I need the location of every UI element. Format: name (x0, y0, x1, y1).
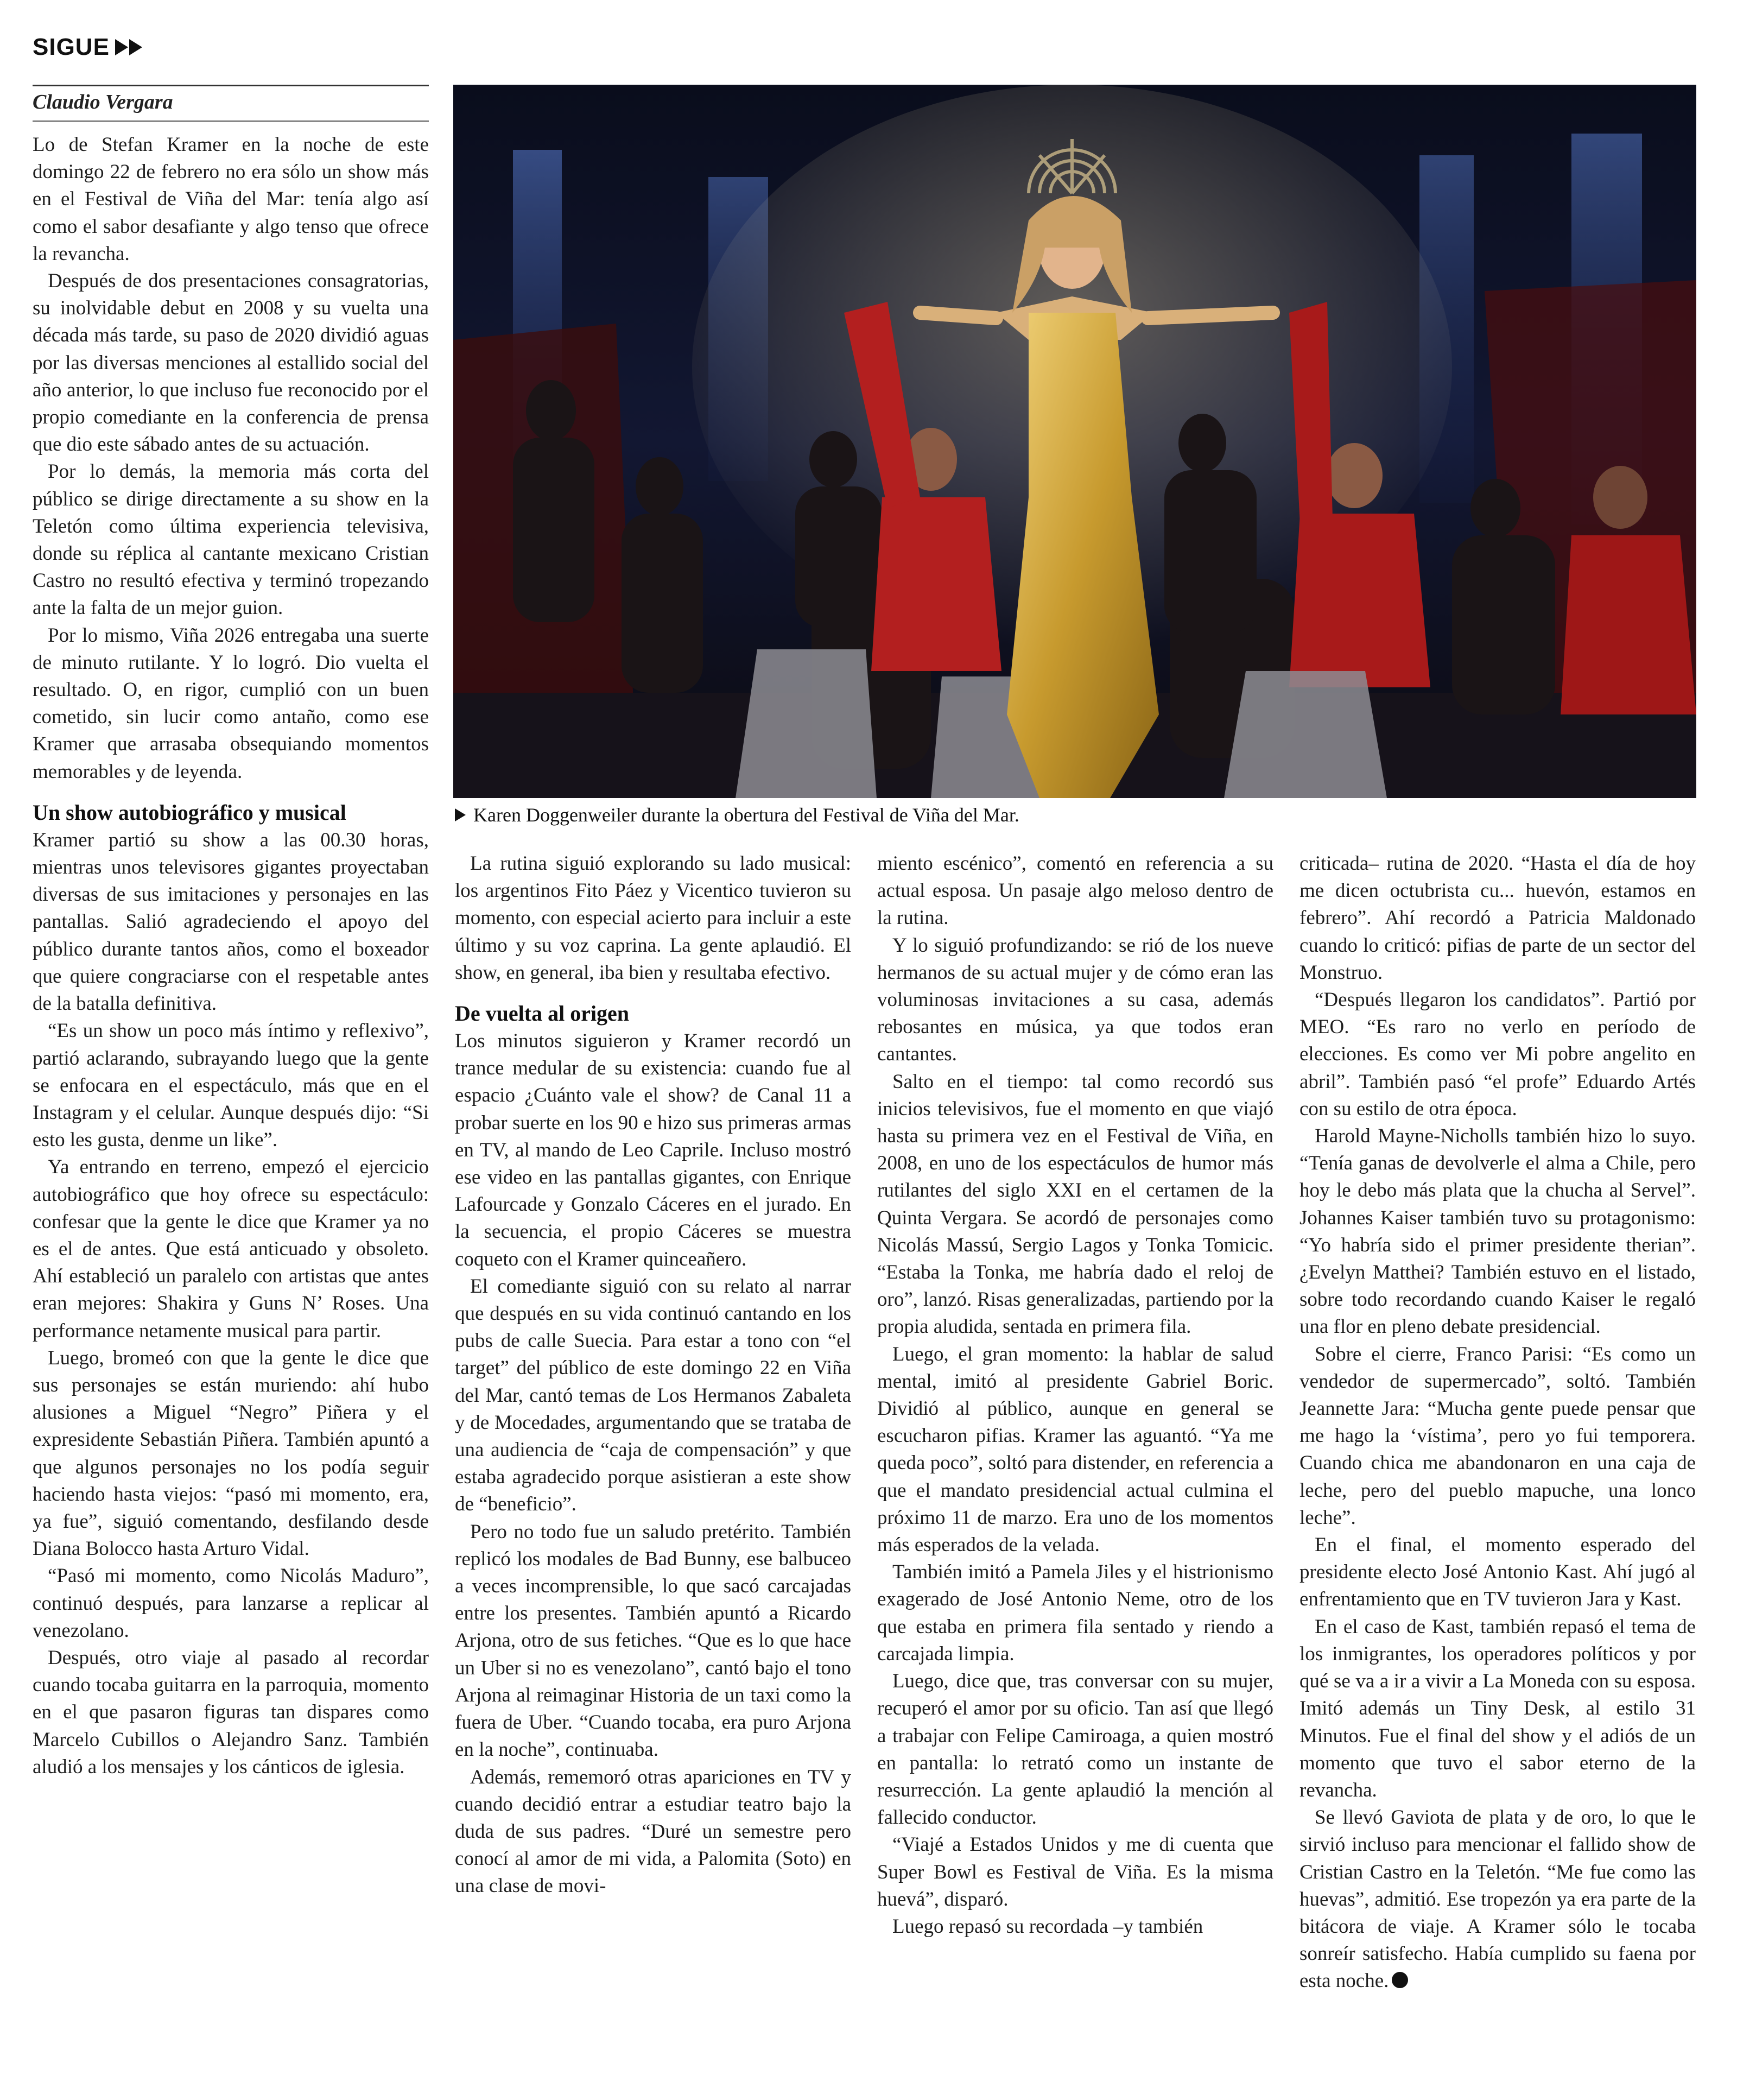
paragraph: Por lo mismo, Viña 2026 entregaba una suerte de minuto rutilante. Y lo logró. Dio vuelta el resultado. O, en rigor, cumplió con un buen cometido, sin lucir como antaño, como ese Kramer que arrasaba obsequiando momentos memorables y de leyenda. (33, 624, 429, 783)
paragraph: Ya entrando en terreno, empezó el ejercicio autobiográfico que hoy ofrece su espectáculo: confesar que la gente le dice que Kramer ya no es el de antes. Que está anticuado y obsoleto. Ahí estableció un paralelo con artistas que antes eran mejores: Shakira y Guns N’ Roses. Una performance netamente musical para partir. (33, 1156, 429, 1342)
paragraph: Los minutos siguieron y Kramer recordó un trance medular de su existencia: cuando fue al espacio ¿Cuánto vale el show? de Canal 11 a probar suerte en los 90 e hizo sus primeras armas en TV, al mando de Leo Caprile. Incluso mostró ese video en las pantallas gigantes, con Enrique Lafourcade y Gonzalo Cáceres en el jurado. En la secuencia, el propio Cáceres se muestra coqueto con el Kramer quinceañero. (455, 1030, 851, 1270)
section-label (33, 34, 143, 61)
section-label-text: SIGUE (33, 34, 110, 60)
byline-rule (33, 121, 429, 122)
paragraph: Además, rememoró otras apariciones en TV y cuando decidió entrar a estudiar teatro bajo la duda de sus padres. “Duré un semestre pero conocí al amor de mi vida, a Palomita (Soto) en una clase de movi- (455, 1766, 851, 1897)
paragraph: Luego, dice que, tras conversar con su mujer, recuperó el amor por su oficio. Tan así que llegó a trabajar con Felipe Camiroaga, a quien mostró en pantalla: lo retrató como un instante de resurrección. La gente aplaudió la mención al fallecido conductor. (877, 1670, 1273, 1829)
paragraph: criticada– rutina de 2020. “Hasta el día de hoy me dicen octubrista cu... huevón, estamos en febrero”. Ahí recordó a Patricia Maldonado cuando lo criticó: pifias de parte de un sector del Monstruo. (1299, 852, 1696, 984)
end-mark-icon (1392, 1972, 1408, 1988)
paragraph: Pero no todo fue un saludo pretérito. También replicó los modales de Bad Bunny, ese balbuceo a veces incomprensible, lo que sacó carcajadas entre los presentes. También apuntó a Ricardo Arjona, otro de sus fetiches. “Que es lo que hace un Uber si no es venezolano”, cantó bajo el tono Arjona al reimaginar Historia de un taxi como la fuera de Uber. “Cuando tocaba, era puro Arjona en la noche”, continuaba. (455, 1520, 851, 1761)
paragraph: Salto en el tiempo: tal como recordó sus inicios televisivos, fue el momento en que viajó hasta su primera vez en el Festival de Viña, en 2008, en uno de los espectáculos de humor más rutilantes del siglo XXI en el certamen de la Quinta Vergara. Se acordó de personajes como Nicolás Massú, Sergio Lagos y Tonka Tomicic. “Estaba la Tonka, me habría dado el reloj de oro”, lanzó. Risas generalizadas, partiendo por la propia aludida, sentada en primera fila. (877, 1070, 1273, 1338)
paragraph: Luego, bromeó con que la gente le dice que sus personajes se están muriendo: ahí hubo alusiones a Miguel “Negro” Piñera y el expresidente Sebastián Piñera. También apuntó a que algunos personajes no los podía seguir haciendo hasta viejos: “pasó mi momento, era, ya fue”, siguió comentando, desfilando desde Diana Bolocco hasta Arturo Vidal. (33, 1346, 429, 1560)
forward-arrows-icon (115, 39, 143, 55)
caption-arrow-icon (455, 808, 466, 821)
paragraph: “Después llegaron los candidatos”. Partió por MEO. “Es raro no verlo en período de elecciones. Es como ver Mi pobre angelito en abril”. También pasó “el profe” Eduardo Artés con su estilo de otra época. (1299, 989, 1696, 1120)
photo-caption (455, 801, 1698, 828)
byline: Claudio Vergara (33, 91, 173, 113)
paragraph: miento escénico”, comentó en referencia a su actual esposa. Un pasaje algo meloso dentro de la rutina. (877, 852, 1273, 929)
paragraph: “Viajé a Estados Unidos y me di cuenta que Super Bowl es Festival de Viña. Es la misma huevá”, disparó. (877, 1833, 1273, 1911)
paragraph: Lo de Stefan Kramer en la noche de este domingo 22 de febrero no era sólo un show más en el Festival de Viña del Mar: tenía algo así como el sabor desafiante y algo tenso que ofrece la revancha. (33, 134, 429, 265)
subheading: De vuelta al origen (455, 1001, 630, 1026)
subheading: Un show autobiográfico y musical (33, 800, 346, 825)
caption-text: Karen Doggenweiler durante la obertura del Festival de Viña del Mar. (473, 804, 1019, 826)
paragraph: También imitó a Pamela Jiles y el histrionismo exagerado de José Antonio Neme, otro de los que estaba en primera fila sentado y riendo a carcajada limpia. (877, 1561, 1273, 1665)
paragraph: Kramer partió su show a las 00.30 horas, mientras unos televisores gigantes proyectaban diversas de sus imitaciones y personajes en las pantallas. Salió agradeciendo el apoyo del público durante tantos años, como el boxeador que quiere congraciarse con el respetable antes de la batalla definitiva. (33, 828, 429, 1015)
paragraph: Harold Mayne-Nicholls también hizo lo suyo. “Tenía ganas de devolverle el alma a Chile, pero hoy le debo más plata que la chucha al Servel”. Johannes Kaiser también tuvo su protagonismo: “Yo habría sido el primer presidente therian”. ¿Evelyn Matthei? También estuvo en el listado, sobre todo recordando cuando Kaiser le regaló una flor en pleno debate presidencial. (1299, 1125, 1696, 1338)
paragraph: En el final, el momento esperado del presidente electo José Antonio Kast. Ahí jugó al enfrentamiento que en TV tuvieron Jara y Kast. (1299, 1534, 1696, 1611)
paragraph: La rutina siguió explorando su lado musical: los argentinos Fito Páez y Vicentico tuvieron su momento, con especial acierto para incluir a este último y su voz caprina. La gente aplaudió. El show, en general, iba bien y resultaba efectivo. (455, 852, 851, 984)
paragraph: En el caso de Kast, también repasó el tema de los inmigrantes, los operadores políticos y por qué se va a ir a vivir a La Moneda con su esposa. Imitó además un Tiny Desk, al estilo 31 Minutos. Fue el final del show y el adiós de un momento que tuvo el sabor eterno de la revancha. (1299, 1615, 1696, 1801)
column-2 (455, 850, 851, 1900)
paragraph (1299, 1804, 1696, 1995)
paragraph: Luego repasó su recordada –y también (892, 1915, 1203, 1938)
column-1 (33, 131, 429, 1781)
paragraph: Luego, el gran momento: la hablar de salud mental, imitó al presidente Gabriel Boric. Dividió al público, aunque en general se escucharon pifias. Kramer las aguantó. “Ya me queda poco”, soltó para distender, en referencia a que el mandato presidencial actual culmina el próximo 11 de marzo. Era uno de los momentos más esperados de la velada. (877, 1343, 1273, 1557)
stage-photo (453, 85, 1696, 798)
paragraph: El comediante siguió con su relato al narrar que después en su vida continuó cantando en los pubs de calle Suecia. Para estar a tono con “el target” del público de este domingo 22 en Viña del Mar, cantó temas de Los Hermanos Zabaleta y de Mocedades, argumentando que se trataba de una audiencia de “caja de compensación” y que estaba agradecido porque asistieran a este show de “beneficio”. (455, 1275, 851, 1516)
paragraph: Después, otro viaje al pasado al recordar cuando tocaba guitarra en la parroquia, momento en el que pasaron figuras tan dispares como Marcelo Cubillos o Alejandro Sanz. También aludió a los mensajes y los cánticos de iglesia. (33, 1646, 429, 1778)
paragraph: Y lo siguió profundizando: se rió de los nueve hermanos de su actual mujer y de cómo eran las voluminosas invitaciones a su casa, además rebosantes en música, ya que todos eran cantantes. (877, 934, 1273, 1066)
top-rule (33, 85, 429, 86)
column-4 (1299, 850, 1696, 1995)
paragraph-text: Se llevó Gaviota de plata y de oro, lo que le sirvió incluso para mencionar el fallido show de Cristian Castro en la Teletón. “Me fue como las huevas”, admitió. Ese tropezón ya era parte de la bitácora de viaje. A Kramer sólo le tocaba sonreír satisfecho. Había cumplido su faena por esta noche. (1299, 1806, 1696, 1993)
column-3 (877, 850, 1273, 1940)
paragraph: Sobre el cierre, Franco Parisi: “Es como un vendedor de supermercado”, soltó. También Jeannette Jara: “Mucha gente puede pensar que me hago la ‘vístima’, pero yo fui temporera. Cuando chica me abandonaron en una caja de leche, pero del pueblo mapuche, una lonco leche”. (1299, 1343, 1696, 1529)
paragraph: Después de dos presentaciones consagratorias, su inolvidable debut en 2008 y su vuelta una década más tarde, su paso de 2020 dividió aguas por las diversas menciones al estallido social del año anterior, lo que incluso fue reconocido por el propio comediante en la conferencia de prensa que dio este sábado antes de su actuación. (33, 270, 429, 456)
paragraph: Por lo demás, la memoria más corta del público se dirige directamente a su show en la Teletón como última experiencia televisiva, donde su réplica al cantante mexicano Cristian Castro no resultó efectiva y terminó tropezando ante la falta de un mejor guion. (33, 460, 429, 619)
paragraph: “Es un show un poco más íntimo y reflexivo”, partió aclarando, subrayando luego que la gente se enfocara en el espectáculo, más que en el Instagram y el celular. Aunque después dijo: “Si esto les gusta, denme un like”. (33, 1020, 429, 1152)
paragraph: “Pasó mi momento, como Nicolás Maduro”, continuó después, para lanzarse a replicar al venezolano. (33, 1565, 429, 1642)
